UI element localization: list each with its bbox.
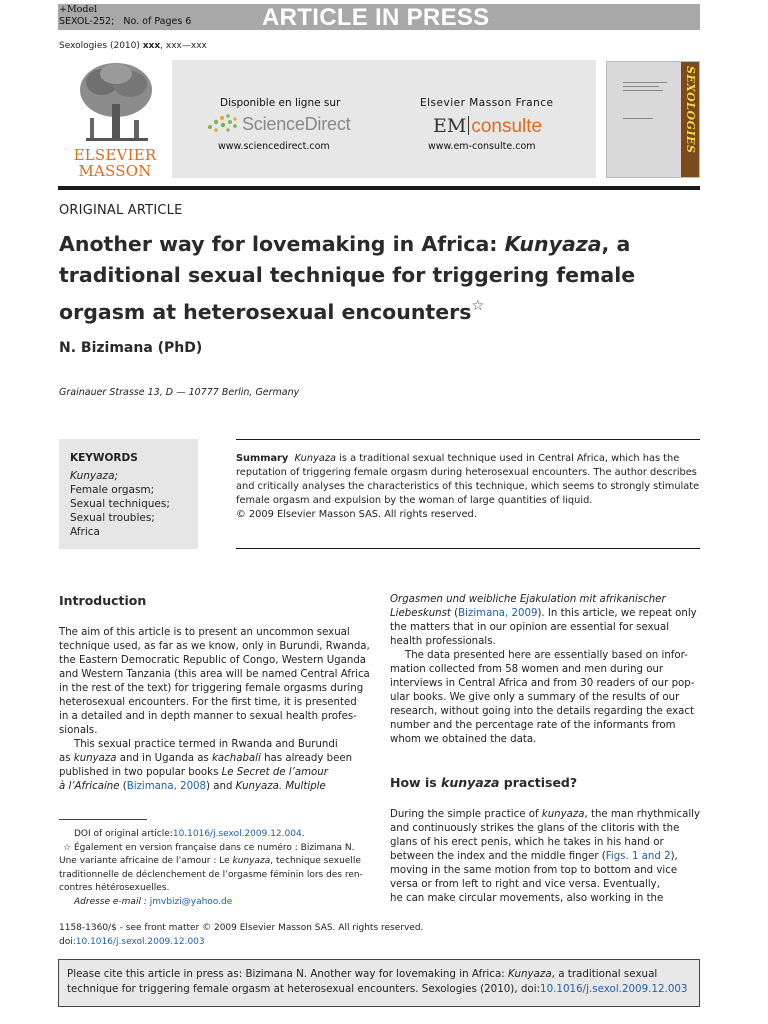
body-line: in a detailed and in depth manner to sexual health profes-: [59, 711, 357, 722]
summary-line: [236, 452, 700, 466]
em-logo-em: EM: [433, 115, 467, 137]
text-segment-italic: Liebeskunst: [390, 608, 451, 619]
cover-text-line: [623, 118, 653, 119]
body-line: [390, 850, 700, 864]
tree-logo-icon: [76, 60, 156, 146]
body-line: glans of his erect penis, which he takes in his hand or: [390, 837, 664, 848]
footnote-text: DOI of original article:: [74, 829, 173, 839]
body-line: health professionals.: [390, 636, 496, 647]
citation-segment-italic: Kunyaza: [508, 968, 552, 980]
keyword-item: Kunyaza;: [70, 470, 119, 482]
footnote-text: .: [301, 829, 305, 839]
text-segment: (: [119, 781, 127, 792]
article-type: ORIGINAL ARTICLE: [59, 203, 183, 218]
text-segment-italic: kunyaza: [541, 809, 585, 820]
summary-label: Summary: [236, 453, 289, 464]
body-line: This sexual practice termed in Rwanda and Burundi: [74, 739, 338, 750]
text-segment: ). In this article, we repeat only: [537, 608, 697, 619]
footnote-line: contres hétérosexuelles.: [59, 883, 170, 893]
footnote-text: Également en version française dans ce numéro : Bizimana N.: [71, 842, 355, 853]
cover-text-line: [623, 90, 663, 91]
footnote-french-version: [59, 842, 369, 856]
text-segment: between the index and the middle finger (: [390, 851, 606, 862]
footnote-text-italic: kunyaza: [232, 856, 271, 866]
author-name: N. Bizimana (PhD): [59, 340, 203, 356]
article-doi-link[interactable]: 10.1016/j.sexol.2009.12.003: [75, 937, 205, 947]
doi-prefix: doi:: [59, 937, 76, 947]
em-consulte-logo: [433, 115, 542, 138]
em-consulte-url[interactable]: www.em-consulte.com: [428, 141, 536, 152]
citation-line-1: [67, 967, 697, 982]
citation-text: [67, 967, 697, 997]
summary-line: female orgasm and expulsion by the woman of large quantities of liquid.: [236, 495, 593, 506]
publisher-name-line2: MASSON: [78, 162, 152, 180]
sciencedirect-caption: Disponible en ligne sur: [220, 97, 341, 109]
model-label: +Model: [59, 4, 98, 15]
body-line: number and the percentage rate of the informants from: [390, 720, 676, 731]
how-practised-heading: [390, 775, 577, 790]
body-line: whom we obtained the data.: [390, 734, 537, 745]
citation-segment: technique for triggering female orgasm at heterosexual encounters. Sexologies (2010), doi:: [67, 983, 541, 995]
title-line-1: [59, 229, 699, 260]
journal-ref-suffix: , xxx—xxx: [160, 41, 207, 51]
body-line: The aim of this article is to present an uncommon sexual: [59, 627, 350, 638]
em-logo-divider: [468, 116, 469, 135]
body-line: heterosexual encounters. For the first time, it is presented: [59, 697, 357, 708]
text-segment-italic: kachabali: [212, 753, 261, 764]
figure-link[interactable]: Figs. 1 and 2: [605, 851, 671, 862]
text-segment: ),: [670, 851, 678, 862]
title-line-3: [59, 291, 699, 328]
body-line: research, without going into the details regarding the exact: [390, 706, 694, 717]
summary-abstract: [236, 452, 700, 522]
original-article-doi-link[interactable]: 10.1016/j.sexol.2009.12.004: [172, 829, 302, 839]
footnote-text: Une variante africaine de l’amour : Le: [59, 856, 233, 866]
title-segment: orgasm at heterosexual encounters: [59, 300, 472, 324]
article-code: SEXOL-252;: [59, 16, 115, 27]
footnote-email: [59, 896, 369, 910]
summary-line: and critically analyses the characteristics of this technique, which seems to strongly stimulate: [236, 481, 700, 492]
summary-copyright: © 2009 Elsevier Masson SAS. All rights reserved.: [236, 509, 477, 520]
sciencedirect-url[interactable]: www.sciencedirect.com: [218, 141, 330, 152]
citation-segment: , a traditional sexual: [551, 968, 658, 980]
text-segment-italic: kunyaza: [73, 753, 117, 764]
keyword-item: Sexual troubles;: [70, 512, 155, 524]
body-line: versa or from left to right and vice versa. Eventually,: [390, 879, 660, 890]
author-email-link[interactable]: jmvbizi@yahoo.de: [149, 896, 233, 907]
title-segment: Another way for lovemaking in Africa:: [59, 232, 505, 256]
elsevier-masson-logo: [72, 60, 158, 180]
citation-link-bizimana-2009[interactable]: Bizimana, 2009: [458, 608, 538, 619]
body-line: mation collected from 58 women and men during our: [390, 664, 664, 675]
text-segment: as: [59, 753, 74, 764]
title-line-2: traditional sexual technique for triggering female: [59, 263, 636, 287]
email-label: Adresse e-mail :: [74, 896, 147, 907]
footnote-star-icon: ☆: [63, 842, 72, 853]
body-line: the Eastern Democratic Republic of Congo, Western Uganda: [59, 655, 367, 666]
body-line: [390, 808, 700, 822]
citation-segment: Please cite this article in press as: Bizimana N. Another way for lovemaking in Africa:: [67, 968, 508, 980]
body-line: [59, 766, 367, 780]
heading-segment: How is: [390, 775, 442, 790]
text-segment-italic: Kunyaza. Multiple: [235, 781, 326, 792]
right-column-intro-continued: [390, 593, 700, 747]
cover-title-block: [613, 80, 675, 100]
citation-doi-link[interactable]: 10.1016/j.sexol.2009.12.003: [540, 983, 688, 995]
body-line: moving in the same motion from top to bottom and vice: [390, 865, 678, 876]
body-line: and Western Tanzania (this area will be named Central Africa: [59, 669, 370, 680]
body-line: technique used, as far as we know, only in Burundi, Rwanda,: [59, 641, 370, 652]
article-meta: [59, 16, 191, 27]
footnote-line: [59, 855, 369, 869]
cover-text-line: [623, 82, 667, 83]
text-segment: During the simple practice of: [390, 809, 542, 820]
summary-top-rule: [236, 439, 700, 440]
text-segment: , the man rhythmically: [584, 809, 701, 820]
article-title: [59, 229, 699, 328]
body-line: [59, 780, 367, 794]
sciencedirect-dots-icon: [206, 113, 240, 137]
body-line: [390, 607, 700, 621]
citation-link-bizimana-2008[interactable]: Bizimana, 2008: [126, 781, 207, 792]
summary-term: Kunyaza: [294, 453, 337, 464]
em-consulte-caption: Elsevier Masson France: [420, 97, 554, 109]
cover-text-line: [623, 86, 659, 87]
issn-block: [59, 921, 423, 949]
footnotes: [59, 828, 369, 909]
heading-segment-italic: kunyaza: [441, 775, 500, 790]
text-segment-italic: à l’Africaine: [59, 781, 120, 792]
em-logo-consulte: consulte: [471, 116, 543, 137]
banner-title: ARTICLE IN PRESS: [262, 4, 490, 31]
body-line: and continuously strikes the glans of the clitoris with the: [390, 823, 680, 834]
journal-ref-prefix: Sexologies (2010): [59, 41, 143, 51]
author-affiliation: Grainauer Strasse 13, D — 10777 Berlin, Germany: [59, 387, 300, 398]
keyword-item: Female orgasm;: [70, 484, 155, 496]
text-segment: ) and: [206, 781, 236, 792]
body-line: interviews in Central Africa and from 30 readers of our pop-: [390, 678, 695, 689]
title-segment: , a: [601, 232, 631, 256]
title-segment-italic: Kunyaza: [504, 232, 602, 256]
text-segment: and in Uganda as: [116, 753, 213, 764]
citation-line-2: [67, 982, 697, 997]
body-line: Orgasmen und weibliche Ejakulation mit afrikanischer: [390, 594, 666, 605]
issn-doi: [59, 935, 423, 949]
body-line: sionals.: [59, 725, 98, 736]
body-line: in the rest of the text) for triggering female orgasms during: [59, 683, 364, 694]
text-segment: has already been: [260, 753, 353, 764]
summary-bottom-rule: [236, 548, 700, 549]
page-count: No. of Pages 6: [123, 16, 192, 27]
footnote-line: traditionnelle de déclenchement de l’orgasme féminin lors des ren-: [59, 869, 363, 880]
summary-text: is a traditional sexual technique used in Central Africa, which has the: [336, 453, 680, 464]
text-segment-italic: Le Secret de l’amour: [221, 767, 328, 778]
issn-line: 1158-1360/$ - see front matter © 2009 Elsevier Masson SAS. All rights reserved.: [59, 923, 424, 933]
introduction-heading: Introduction: [59, 593, 147, 608]
header-divider: [58, 186, 700, 190]
keyword-item: Africa: [70, 526, 100, 538]
body-line: ular books. We give only a summary of the results of our: [390, 692, 680, 703]
journal-ref-volume: xxx: [142, 41, 161, 51]
summary-line: reputation of triggering female orgasm during heterosexual encounters. The author describes: [236, 467, 697, 478]
sciencedirect-logo: [206, 113, 356, 139]
footnote-text: , technique sexuelle: [270, 856, 361, 866]
cover-journal-name: SEXOLOGIES: [684, 66, 697, 154]
introduction-body: [59, 626, 370, 794]
publisher-name-line1: ELSEVIER: [73, 146, 157, 164]
keyword-item: Sexual techniques;: [70, 498, 170, 510]
keywords-heading: KEYWORDS: [70, 452, 138, 464]
body-line: [59, 752, 367, 766]
title-footnote-star-icon[interactable]: ☆: [471, 298, 484, 314]
how-practised-body: [390, 808, 700, 906]
body-line: The data presented here are essentially based on infor-: [405, 650, 688, 661]
footnote-rule: [59, 819, 147, 820]
footnote-doi: [59, 828, 369, 842]
journal-reference: [59, 41, 207, 51]
body-line: he can make circular movements, also working in the: [390, 893, 664, 904]
journal-cover-image: [606, 61, 700, 178]
body-line: the matters that in our opinion are essential for sexual: [390, 622, 670, 633]
text-segment: (: [450, 608, 459, 619]
sciencedirect-wordmark: ScienceDirect: [242, 114, 351, 134]
heading-segment: practised?: [499, 775, 578, 790]
text-segment: published in two popular books: [59, 767, 222, 778]
